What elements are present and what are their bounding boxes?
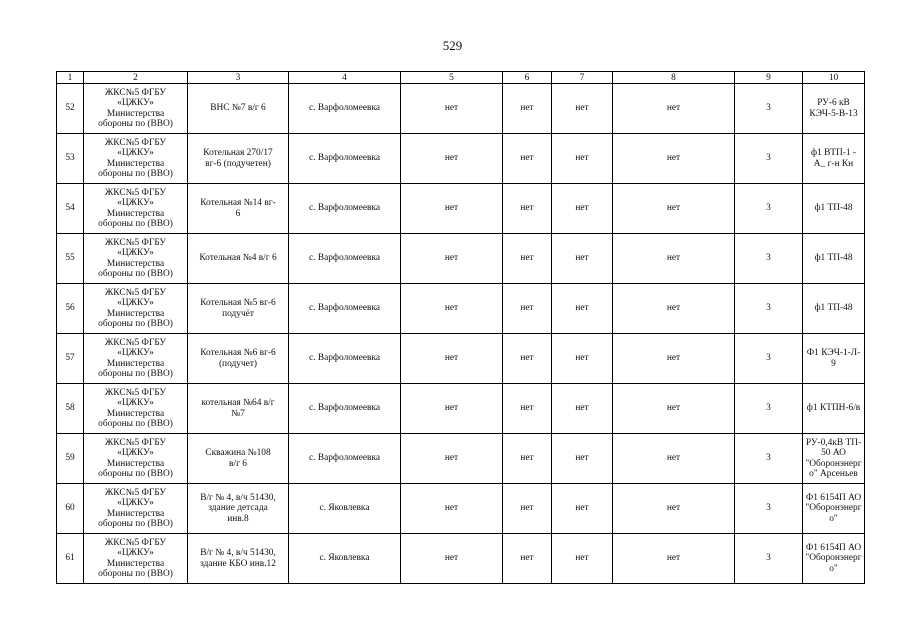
locality-cell: с. Яковлевка <box>289 484 401 534</box>
row-number-cell: 54 <box>57 184 84 234</box>
cell-line: Котельная №14 вг- <box>200 198 276 209</box>
locality-cell: с. Варфоломеевка <box>289 84 401 134</box>
col6-cell: нет <box>503 84 552 134</box>
col8-cell: нет <box>613 184 735 234</box>
object-cell <box>188 534 289 584</box>
cell-line: ф1 КТПН-6/в <box>806 403 861 414</box>
data-table <box>56 71 865 584</box>
feeder-cell <box>803 384 865 434</box>
col8-cell: нет <box>613 234 735 284</box>
col7-cell: нет <box>552 434 613 484</box>
cell-line: ЖКС№5 ФГБУ <box>104 438 167 449</box>
table-row <box>57 434 865 484</box>
cell-line: №7 <box>231 408 245 419</box>
object-cell <box>188 334 289 384</box>
row-number-cell: 57 <box>57 334 84 384</box>
cell-line: Котельная №6 вг-6 <box>200 348 276 359</box>
row-number-cell: 61 <box>57 534 84 584</box>
column-header-7: 7 <box>552 72 613 84</box>
cell-line: подучёт <box>222 308 254 319</box>
column-header-1: 1 <box>57 72 84 84</box>
cell-line: обороны по (ВВО) <box>98 168 173 179</box>
locality-cell: с. Варфоломеевка <box>289 434 401 484</box>
cell-line: "Оборонэнерг <box>805 503 862 514</box>
cell-line: В/г № 4, в/ч 51430, <box>200 493 276 504</box>
cell-line: РУ-6 кВ <box>817 98 850 109</box>
cell-line: Министерства <box>106 308 165 319</box>
table-row <box>57 334 865 384</box>
locality-cell: с. Варфоломеевка <box>289 234 401 284</box>
cell-line: А_ г-н Кн <box>813 158 854 169</box>
table-row <box>57 84 865 134</box>
object-cell <box>188 134 289 184</box>
row-number-cell: 52 <box>57 84 84 134</box>
col7-cell: нет <box>552 534 613 584</box>
cell-line: вг-6 (подучетен) <box>205 158 271 169</box>
col9-cell: 3 <box>735 134 803 184</box>
cell-line: «ЦЖКУ» <box>117 448 154 459</box>
cell-line: ЖКС№5 ФГБУ <box>104 338 167 349</box>
feeder-cell <box>803 84 865 134</box>
table-row <box>57 284 865 334</box>
col5-cell: нет <box>401 184 503 234</box>
cell-line: «ЦЖКУ» <box>117 248 154 259</box>
col8-cell: нет <box>613 384 735 434</box>
cell-line: «ЦЖКУ» <box>117 198 154 209</box>
locality-cell: с. Яковлевка <box>289 534 401 584</box>
locality-cell: с. Варфоломеевка <box>289 284 401 334</box>
cell-line: "Оборонэнерг <box>805 553 862 564</box>
feeder-cell <box>803 234 865 284</box>
owner-cell <box>84 184 188 234</box>
object-cell <box>188 184 289 234</box>
cell-line: «ЦЖКУ» <box>117 348 154 359</box>
owner-cell <box>84 284 188 334</box>
col6-cell: нет <box>503 534 552 584</box>
feeder-cell <box>803 434 865 484</box>
row-number-cell: 60 <box>57 484 84 534</box>
cell-line: «ЦЖКУ» <box>117 498 154 509</box>
col9-cell: 3 <box>735 84 803 134</box>
cell-line: о" <box>829 563 838 574</box>
col9-cell: 3 <box>735 234 803 284</box>
col9-cell: 3 <box>735 184 803 234</box>
row-number-cell: 53 <box>57 134 84 184</box>
cell-line: в/г 6 <box>229 458 247 469</box>
col9-cell: 3 <box>735 384 803 434</box>
locality-cell: с. Варфоломеевка <box>289 134 401 184</box>
cell-line: обороны по (ВВО) <box>98 468 173 479</box>
col9-cell: 3 <box>735 484 803 534</box>
object-cell <box>188 284 289 334</box>
cell-line: Министерства <box>106 358 165 369</box>
object-cell <box>188 434 289 484</box>
owner-cell <box>84 434 188 484</box>
cell-line: ф1 ТП-48 <box>814 203 853 214</box>
owner-cell <box>84 84 188 134</box>
col7-cell: нет <box>552 184 613 234</box>
cell-line: ф1 ТП-48 <box>814 303 853 314</box>
cell-line: 6 <box>235 208 241 219</box>
row-number-cell: 58 <box>57 384 84 434</box>
cell-line: обороны по (ВВО) <box>98 118 173 129</box>
table-row <box>57 184 865 234</box>
column-header-4: 4 <box>289 72 401 84</box>
cell-line: ЖКС№5 ФГБУ <box>104 88 167 99</box>
cell-line: «ЦЖКУ» <box>117 148 154 159</box>
col8-cell: нет <box>613 484 735 534</box>
cell-line: котельная №64 в/г <box>201 398 275 409</box>
locality-cell: с. Варфоломеевка <box>289 184 401 234</box>
object-cell <box>188 484 289 534</box>
cell-line: 9 <box>831 358 836 369</box>
cell-line: Министерства <box>106 108 165 119</box>
cell-line: ф1 ТП-48 <box>814 253 853 264</box>
page-number: 529 <box>442 38 463 53</box>
cell-line: РУ-0,4кВ ТП- <box>805 438 862 449</box>
col6-cell: нет <box>503 484 552 534</box>
cell-line: 50 АО <box>821 448 846 459</box>
cell-line: «ЦЖКУ» <box>117 548 154 559</box>
cell-line: ЖКС№5 ФГБУ <box>104 488 167 499</box>
col9-cell: 3 <box>735 434 803 484</box>
col8-cell: нет <box>613 284 735 334</box>
object-cell <box>188 234 289 284</box>
feeder-cell <box>803 534 865 584</box>
cell-line: Ф1 КЭЧ-1-Л- <box>806 348 861 359</box>
cell-line: «ЦЖКУ» <box>117 398 154 409</box>
owner-cell <box>84 534 188 584</box>
cell-line: обороны по (ВВО) <box>98 518 173 529</box>
col5-cell: нет <box>401 334 503 384</box>
cell-line: В/г № 4, в/ч 51430, <box>200 548 276 559</box>
col5-cell: нет <box>401 534 503 584</box>
cell-line: о" <box>829 513 838 524</box>
cell-line: КЭЧ-5-В-13 <box>809 108 858 119</box>
cell-line: Министерства <box>106 508 165 519</box>
col7-cell: нет <box>552 134 613 184</box>
col5-cell: нет <box>401 284 503 334</box>
cell-line: здание детсада <box>208 503 268 514</box>
cell-line: обороны по (ВВО) <box>98 368 173 379</box>
col6-cell: нет <box>503 384 552 434</box>
table-row <box>57 234 865 284</box>
col8-cell: нет <box>613 84 735 134</box>
cell-line: Министерства <box>106 408 165 419</box>
col6-cell: нет <box>503 134 552 184</box>
cell-line: инв.8 <box>227 513 249 524</box>
col7-cell: нет <box>552 84 613 134</box>
table-row <box>57 484 865 534</box>
owner-cell <box>84 134 188 184</box>
cell-line: о" Арсеньев <box>809 468 858 479</box>
object-cell <box>188 84 289 134</box>
cell-line: Скважина №108 <box>205 448 271 459</box>
locality-cell: с. Варфоломеевка <box>289 334 401 384</box>
col5-cell: нет <box>401 384 503 434</box>
col7-cell: нет <box>552 284 613 334</box>
cell-line: ЖКС№5 ФГБУ <box>104 288 167 299</box>
feeder-cell <box>803 184 865 234</box>
column-header-10: 10 <box>803 72 865 84</box>
row-number-cell: 55 <box>57 234 84 284</box>
cell-line: Котельная 270/17 <box>203 148 273 159</box>
cell-line: обороны по (ВВО) <box>98 268 173 279</box>
table-row <box>57 534 865 584</box>
cell-line: ВНС №7 в/г 6 <box>210 103 266 114</box>
col8-cell: нет <box>613 434 735 484</box>
owner-cell <box>84 234 188 284</box>
col6-cell: нет <box>503 434 552 484</box>
cell-line: Министерства <box>106 258 165 269</box>
cell-line: ЖКС№5 ФГБУ <box>104 388 167 399</box>
col9-cell: 3 <box>735 334 803 384</box>
owner-cell <box>84 484 188 534</box>
col6-cell: нет <box>503 334 552 384</box>
feeder-cell <box>803 284 865 334</box>
col5-cell: нет <box>401 484 503 534</box>
cell-line: Ф1 6154П АО <box>805 543 862 554</box>
feeder-cell <box>803 484 865 534</box>
col5-cell: нет <box>401 234 503 284</box>
column-header-5: 5 <box>401 72 503 84</box>
cell-line: обороны по (ВВО) <box>98 568 173 579</box>
col8-cell: нет <box>613 134 735 184</box>
row-number-cell: 59 <box>57 434 84 484</box>
locality-cell: с. Варфоломеевка <box>289 384 401 434</box>
table-row <box>57 384 865 434</box>
feeder-cell <box>803 134 865 184</box>
col7-cell: нет <box>552 484 613 534</box>
cell-line: Котельная №5 вг-6 <box>200 298 276 309</box>
table-row <box>57 134 865 184</box>
cell-line: обороны по (ВВО) <box>98 218 173 229</box>
col6-cell: нет <box>503 184 552 234</box>
col7-cell: нет <box>552 234 613 284</box>
cell-line: "Оборонэнерг <box>805 458 862 469</box>
col8-cell: нет <box>613 534 735 584</box>
cell-line: обороны по (ВВО) <box>98 318 173 329</box>
feeder-cell <box>803 334 865 384</box>
col9-cell: 3 <box>735 534 803 584</box>
column-header-9: 9 <box>735 72 803 84</box>
col6-cell: нет <box>503 234 552 284</box>
col5-cell: нет <box>401 434 503 484</box>
col5-cell: нет <box>401 84 503 134</box>
column-header-6: 6 <box>503 72 552 84</box>
table-body <box>57 84 865 584</box>
cell-line: Министерства <box>106 458 165 469</box>
column-header-2: 2 <box>84 72 188 84</box>
row-number-cell: 56 <box>57 284 84 334</box>
col7-cell: нет <box>552 334 613 384</box>
cell-line: (подучет) <box>218 358 258 369</box>
cell-line: ЖКС№5 ФГБУ <box>104 538 167 549</box>
col5-cell: нет <box>401 134 503 184</box>
column-header-8: 8 <box>613 72 735 84</box>
cell-line: ЖКС№5 ФГБУ <box>104 188 167 199</box>
header-row <box>57 72 865 84</box>
cell-line: «ЦЖКУ» <box>117 298 154 309</box>
col6-cell: нет <box>503 284 552 334</box>
cell-line: обороны по (ВВО) <box>98 418 173 429</box>
col7-cell: нет <box>552 384 613 434</box>
cell-line: Котельная №4 в/г 6 <box>199 253 277 264</box>
cell-line: «ЦЖКУ» <box>117 98 154 109</box>
cell-line: Ф1 6154П АО <box>805 493 862 504</box>
cell-line: здание КБО инв.12 <box>200 558 276 569</box>
cell-line: Министерства <box>106 208 165 219</box>
cell-line: ЖКС№5 ФГБУ <box>104 238 167 249</box>
cell-line: Министерства <box>106 558 165 569</box>
col9-cell: 3 <box>735 284 803 334</box>
cell-line: ф1 ВТП-1 - <box>810 148 856 159</box>
owner-cell <box>84 384 188 434</box>
owner-cell <box>84 334 188 384</box>
cell-line: ЖКС№5 ФГБУ <box>104 138 167 149</box>
column-header-3: 3 <box>188 72 289 84</box>
col8-cell: нет <box>613 334 735 384</box>
cell-line: Министерства <box>106 158 165 169</box>
object-cell <box>188 384 289 434</box>
